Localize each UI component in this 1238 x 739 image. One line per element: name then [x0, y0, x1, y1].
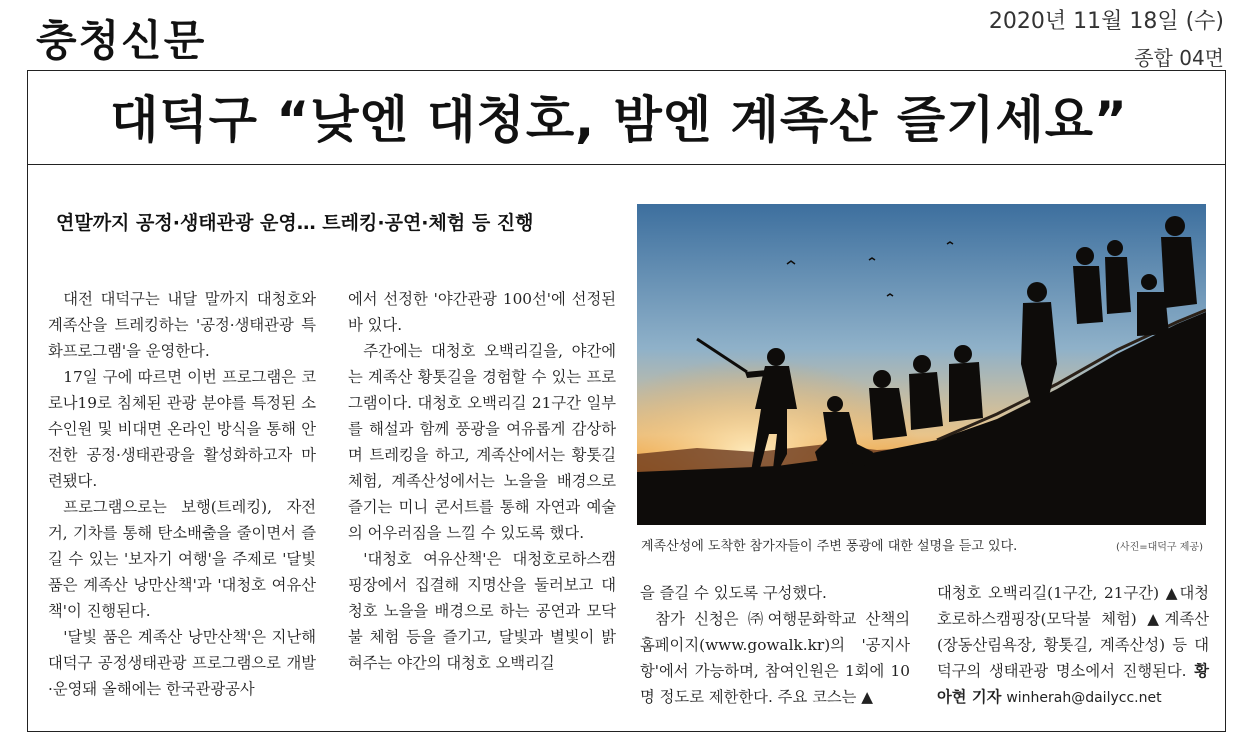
photo-caption: 계족산성에 도착한 참가자들이 주변 풍광에 대한 설명을 듣고 있다.: [641, 539, 1018, 554]
paragraph: '대청호 여유산책'은 대청호로하스캠핑장에서 집결해 지명산을 둘러보고 대청호 노을을 배경으로 하는 공연과 모닥불 체험 등을 즐기고, 달빛과 별빛이 밝혀주는 야간의 대청호 오백리길: [348, 550, 616, 672]
article-column-2: [348, 286, 616, 676]
article-photo: [637, 204, 1206, 525]
headline-divider: [27, 164, 1226, 165]
paragraph-text: 대청호 오백리길(1구간, 21구간) ▲대청호로하스캠핑장(모닥불 체험) ▲계족산(장동산림욕장, 황톳길, 계족산성) 등 대덕구의 생태관광 명소에서 진행된다.: [937, 584, 1209, 680]
reporter-name: 황아현 기자: [937, 662, 1209, 706]
paragraph: 프로그램으로는 보행(트레킹), 자전거, 기차를 통해 탄소배출을 줄이면서 즐길 수 있는 '보자기 여행'을 주제로 '달빛 품은 계족산 낭만산책'과 '대청호 여유산책'이 진행된다.: [48, 498, 316, 620]
paragraph: 에서 선정한 '야간관광 100선'에 선정된 바 있다.: [348, 290, 616, 334]
article-subheadline: 연말까지 공정·생태관광 운영… 트레킹·공연·체험 등 진행: [56, 212, 534, 234]
newspaper-masthead: 충청신문: [36, 16, 207, 65]
paragraph: [937, 580, 1209, 711]
paragraph: '달빛 품은 계족산 낭만산책'은 지난해 대덕구 공정생태관광 프로그램으로 개발·운영돼 올해에는 한국관광공사: [48, 628, 316, 698]
sunset-silhouette-image: [637, 204, 1206, 525]
paragraph: 대전 대덕구는 내달 말까지 대청호와 계족산을 트레킹하는 '공정·생태관광 특화프로그램'을 운영한다.: [48, 290, 316, 360]
reporter-email: winherah@dailycc.net: [1006, 690, 1162, 706]
publication-date: 2020년 11월 18일 (수): [988, 9, 1224, 34]
paragraph: 을 즐길 수 있도록 구성했다.: [640, 584, 827, 602]
paragraph: 17일 구에 따르면 이번 프로그램은 코로나19로 침체된 관광 분야를 특정된 소수인원 및 비대면 온라인 방식을 통해 안전한 공정·생태관광을 활성화하고자 마련됐다.: [48, 368, 316, 490]
photo-credit: (사진=대덕구 제공): [1116, 542, 1203, 553]
article-headline: 대덕구 “낮엔 대청호, 밤엔 계족산 즐기세요”: [110, 91, 1128, 149]
article-column-3: [640, 580, 910, 710]
article-column-4: [937, 580, 1209, 711]
article-column-1: [48, 286, 316, 702]
paragraph: 참가 신청은 ㈜여행문화학교 산책의 홈페이지(www.gowalk.kr)의 '공지사항'에서 가능하며, 참여인원은 1회에 10명 정도로 제한한다. 주요 코스는 ▲: [640, 610, 910, 706]
page-section: 종합 04면: [1134, 46, 1224, 70]
paragraph: 주간에는 대청호 오백리길을, 야간에는 계족산 황톳길을 경험할 수 있는 프로그램이다. 대청호 오백리길 21구간 일부를 해설과 함께 풍광을 여유롭게 감상하며 트레킹을 하고, 계족산에서는 황톳길 체험, 계족산성에서는 노을을 배경으로 즐기는 미니 콘서트를 통해 자연과 예술의 어우러짐을 느낄 수 있도록 했다.: [348, 342, 616, 542]
